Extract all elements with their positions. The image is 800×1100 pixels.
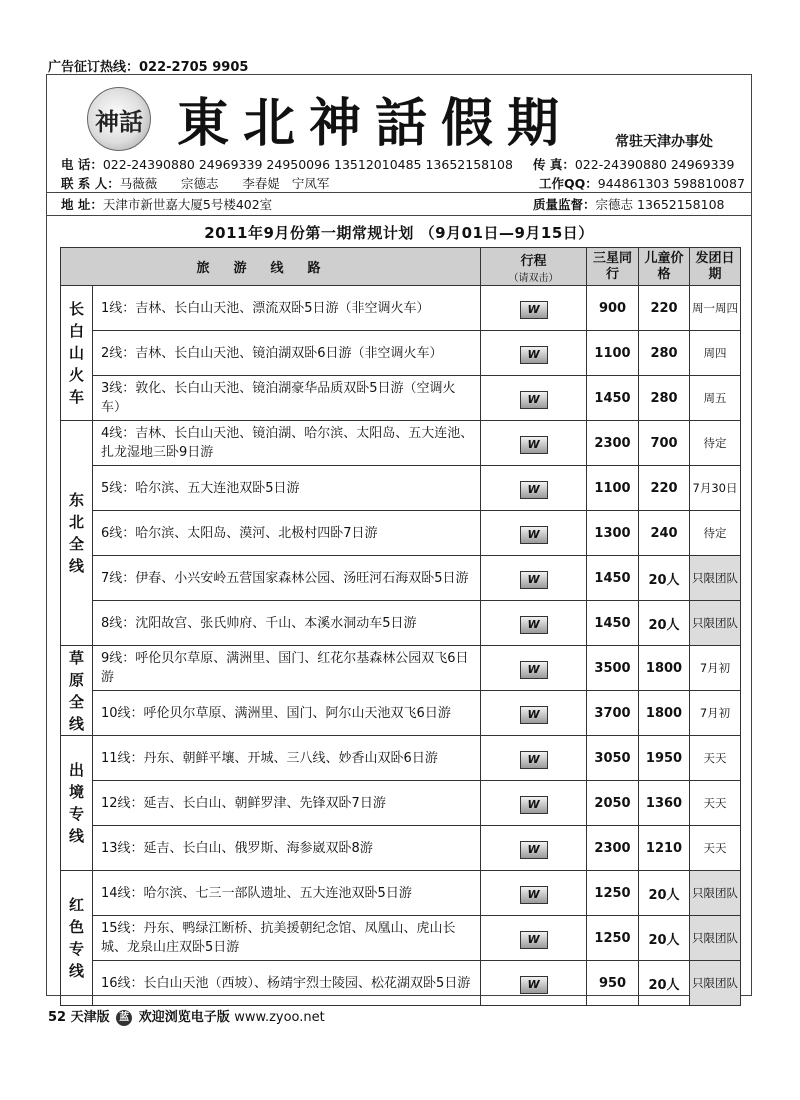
category-label-text: 草 原 全 线 [68, 648, 84, 733]
table-row [61, 376, 741, 421]
itinerary-cell [481, 646, 587, 691]
child-price: 1360 [639, 781, 690, 826]
depart-date: 7月30日 [690, 466, 741, 511]
table-row [61, 286, 741, 331]
depart-date: 只限团队 [690, 556, 741, 601]
adult-price: 1250 [587, 916, 639, 961]
route-description: 14线：哈尔滨、七三一部队遗址、五大连池双卧5日游 [93, 871, 481, 916]
itinerary-cell [481, 511, 587, 556]
phone-value: 022-24390880 24969339 24950096 13512010485 13652158108 [102, 157, 513, 172]
child-price: 1210 [639, 826, 690, 871]
itinerary-cell [481, 286, 587, 331]
child-price: 280 [639, 331, 690, 376]
itinerary-cell [481, 736, 587, 781]
phone-line: 电 话：022-24390880 24969339 24950096 13512010485 13652158108 [61, 157, 513, 172]
adult-price: 950 [587, 961, 639, 1006]
depart-date: 待定 [690, 421, 741, 466]
header-divider-2 [47, 215, 751, 216]
category-label [61, 421, 93, 646]
header-depart-date: 发团日期 [690, 248, 741, 286]
qq-line: 工作QQ：944861303 598810087 [539, 176, 745, 191]
adult-price: 1250 [587, 871, 639, 916]
adult-price: 3500 [587, 646, 639, 691]
itinerary-cell [481, 466, 587, 511]
depart-date: 天天 [690, 736, 741, 781]
category-label-text: 长 白 山 火 车 [68, 300, 84, 406]
itinerary-doc-icon[interactable]: W [520, 796, 548, 814]
category-label [61, 286, 93, 421]
itinerary-doc-icon[interactable]: W [520, 616, 548, 634]
itinerary-cell [481, 601, 587, 646]
brand-title: 東北神話假期 [177, 93, 574, 154]
table-row [61, 601, 741, 646]
category-label-text: 东 北 全 线 [68, 491, 84, 575]
route-description: 13线：延吉、长白山、俄罗斯、海参崴双卧8游 [93, 826, 481, 871]
itinerary-doc-icon[interactable]: W [520, 526, 548, 544]
child-price: 1800 [639, 646, 690, 691]
depart-date: 只限团队 [690, 601, 741, 646]
adult-price: 1100 [587, 466, 639, 511]
itinerary-doc-icon[interactable]: W [520, 436, 548, 454]
adult-price: 2300 [587, 826, 639, 871]
depart-date: 7月初 [690, 691, 741, 736]
itinerary-cell [481, 916, 587, 961]
route-description: 2线：吉林、长白山天池、镜泊湖双卧6日游（非空调火车） [93, 331, 481, 376]
depart-date: 只限团队 [690, 916, 741, 961]
itinerary-cell [481, 961, 587, 1006]
child-price: 240 [639, 511, 690, 556]
depart-date: 天天 [690, 826, 741, 871]
child-price: 1950 [639, 736, 690, 781]
category-label [61, 646, 93, 736]
route-table [60, 247, 741, 1006]
depart-date: 周五 [690, 376, 741, 421]
table-row [61, 466, 741, 511]
table-row [61, 331, 741, 376]
adult-price: 1450 [587, 601, 639, 646]
table-row [61, 826, 741, 871]
contact-value: 马薇薇 宗德志 李春媞 宁凤军 [119, 176, 330, 191]
itinerary-doc-icon[interactable]: W [520, 571, 548, 589]
child-price: 20人 [639, 601, 690, 646]
adult-price: 3700 [587, 691, 639, 736]
child-price: 220 [639, 286, 690, 331]
table-row [61, 556, 741, 601]
category-label [61, 736, 93, 871]
itinerary-doc-icon[interactable]: W [520, 841, 548, 859]
table-row [61, 961, 741, 1006]
brand-logo-icon: 神話 [87, 87, 151, 151]
header-child-price: 儿童价格 [639, 248, 690, 286]
itinerary-doc-icon[interactable]: W [520, 481, 548, 499]
itinerary-cell [481, 376, 587, 421]
route-description: 1线：吉林、长白山天池、漂流双卧5日游（非空调火车） [93, 286, 481, 331]
category-label-text: 红 色 专 线 [68, 896, 84, 980]
supervisor-value: 宗德志 13652158108 [595, 197, 725, 212]
category-label-text: 出 境 专 线 [68, 761, 84, 845]
table-row [61, 691, 741, 736]
itinerary-doc-icon[interactable]: W [520, 346, 548, 364]
route-description: 4线：吉林、长白山天池、镜泊湖、哈尔滨、太阳岛、五大连池、扎龙湿地三卧9日游 [93, 421, 481, 466]
adult-price: 1300 [587, 511, 639, 556]
adult-price: 3050 [587, 736, 639, 781]
itinerary-cell [481, 781, 587, 826]
itinerary-doc-icon[interactable]: W [520, 751, 548, 769]
depart-date: 天天 [690, 781, 741, 826]
edition-badge-icon: 蓝 [116, 1010, 132, 1026]
itinerary-doc-icon[interactable]: W [520, 391, 548, 409]
category-label [61, 871, 93, 1006]
route-description: 7线：伊春、小兴安岭五营国家森林公园、汤旺河石海双卧5日游 [93, 556, 481, 601]
child-price: 280 [639, 376, 690, 421]
adult-price: 1450 [587, 556, 639, 601]
header-itinerary: 行程 （请双击） [481, 248, 587, 286]
address-line: 地 址：天津市新世嘉大厦5号楼402室 [61, 197, 273, 212]
itinerary-doc-icon[interactable]: W [520, 706, 548, 724]
itinerary-doc-icon[interactable]: W [520, 931, 548, 949]
adult-price: 2050 [587, 781, 639, 826]
child-price: 1800 [639, 691, 690, 736]
plan-title: 2011年9月份第一期常规计划 （9月01日—9月15日） [204, 224, 594, 242]
table-row [61, 916, 741, 961]
table-row [61, 781, 741, 826]
depart-date: 待定 [690, 511, 741, 556]
child-price: 220 [639, 466, 690, 511]
ad-hotline: 广告征订热线：022-2705 9905 [48, 60, 249, 75]
itinerary-cell [481, 691, 587, 736]
depart-date: 只限团队 [690, 871, 741, 916]
adult-price: 1100 [587, 331, 639, 376]
table-row [61, 511, 741, 556]
itinerary-cell [481, 556, 587, 601]
itinerary-doc-icon[interactable]: W [520, 301, 548, 319]
route-description: 16线：长白山天池（西坡）、杨靖宇烈士陵园、松花湖双卧5日游 [93, 961, 481, 1006]
itinerary-doc-icon[interactable]: W [520, 976, 548, 994]
table-row [61, 871, 741, 916]
qq-value: 944861303 598810087 [597, 176, 745, 191]
itinerary-cell [481, 826, 587, 871]
table-row [61, 736, 741, 781]
itinerary-cell [481, 331, 587, 376]
adult-price: 900 [587, 286, 639, 331]
route-description: 15线：丹东、鸭绿江断桥、抗美援朝纪念馆、凤凰山、虎山长城、龙泉山庄双卧5日游 [93, 916, 481, 961]
route-description: 11线：丹东、朝鲜平壤、开城、三八线、妙香山双卧6日游 [93, 736, 481, 781]
page-frame [46, 74, 752, 996]
itinerary-doc-icon[interactable]: W [520, 886, 548, 904]
itinerary-cell [481, 871, 587, 916]
header-itinerary-note: （请双击） [508, 272, 559, 284]
route-description: 10线：呼伦贝尔草原、满洲里、国门、阿尔山天池双飞6日游 [93, 691, 481, 736]
child-price: 20人 [639, 556, 690, 601]
header-route: 旅游线路 [61, 248, 481, 286]
header-adult-price: 三星同行 [587, 248, 639, 286]
table-row [61, 646, 741, 691]
supervisor-line: 质量监督：宗德志 13652158108 [533, 197, 725, 212]
route-description: 5线：哈尔滨、五大连池双卧5日游 [93, 466, 481, 511]
site-url[interactable]: www.zyoo.net [234, 1010, 325, 1025]
route-description: 9线：呼伦贝尔草原、满洲里、国门、红花尔基森林公园双飞6日游 [93, 646, 481, 691]
child-price: 20人 [639, 961, 690, 1006]
fax-line: 传 真：022-24390880 24969339 [533, 157, 735, 172]
route-description: 6线：哈尔滨、太阳岛、漠河、北极村四卧7日游 [93, 511, 481, 556]
depart-date: 周四 [690, 331, 741, 376]
depart-date: 只限团队 [690, 961, 741, 1006]
child-price: 700 [639, 421, 690, 466]
page-number: 52 [48, 1010, 67, 1025]
route-description: 8线：沈阳故宫、张氏帅府、千山、本溪水洞动车5日游 [93, 601, 481, 646]
office-label: 常驻天津办事处 [615, 134, 713, 150]
route-description: 12线：延吉、长白山、朝鲜罗津、先锋双卧7日游 [93, 781, 481, 826]
address-value: 天津市新世嘉大厦5号楼402室 [102, 197, 273, 212]
welcome-text: 欢迎浏览电子版 [138, 1010, 230, 1025]
route-description: 3线：敦化、长白山天池、镜泊湖豪华品质双卧5日游（空调火车） [93, 376, 481, 421]
child-price: 20人 [639, 916, 690, 961]
route-table-body [61, 286, 741, 1006]
adult-price: 2300 [587, 421, 639, 466]
fax-value: 022-24390880 24969339 [574, 157, 735, 172]
contact-line: 联 系 人：马薇薇 宗德志 李春媞 宁凤军 [61, 176, 330, 191]
itinerary-cell [481, 421, 587, 466]
depart-date: 周一周四 [690, 286, 741, 331]
depart-date: 7月初 [690, 646, 741, 691]
edition-label: 天津版 [70, 1010, 110, 1025]
header-divider [47, 192, 751, 193]
itinerary-doc-icon[interactable]: W [520, 661, 548, 679]
child-price: 20人 [639, 871, 690, 916]
adult-price: 1450 [587, 376, 639, 421]
table-row [61, 421, 741, 466]
page-footer [48, 1006, 325, 1026]
